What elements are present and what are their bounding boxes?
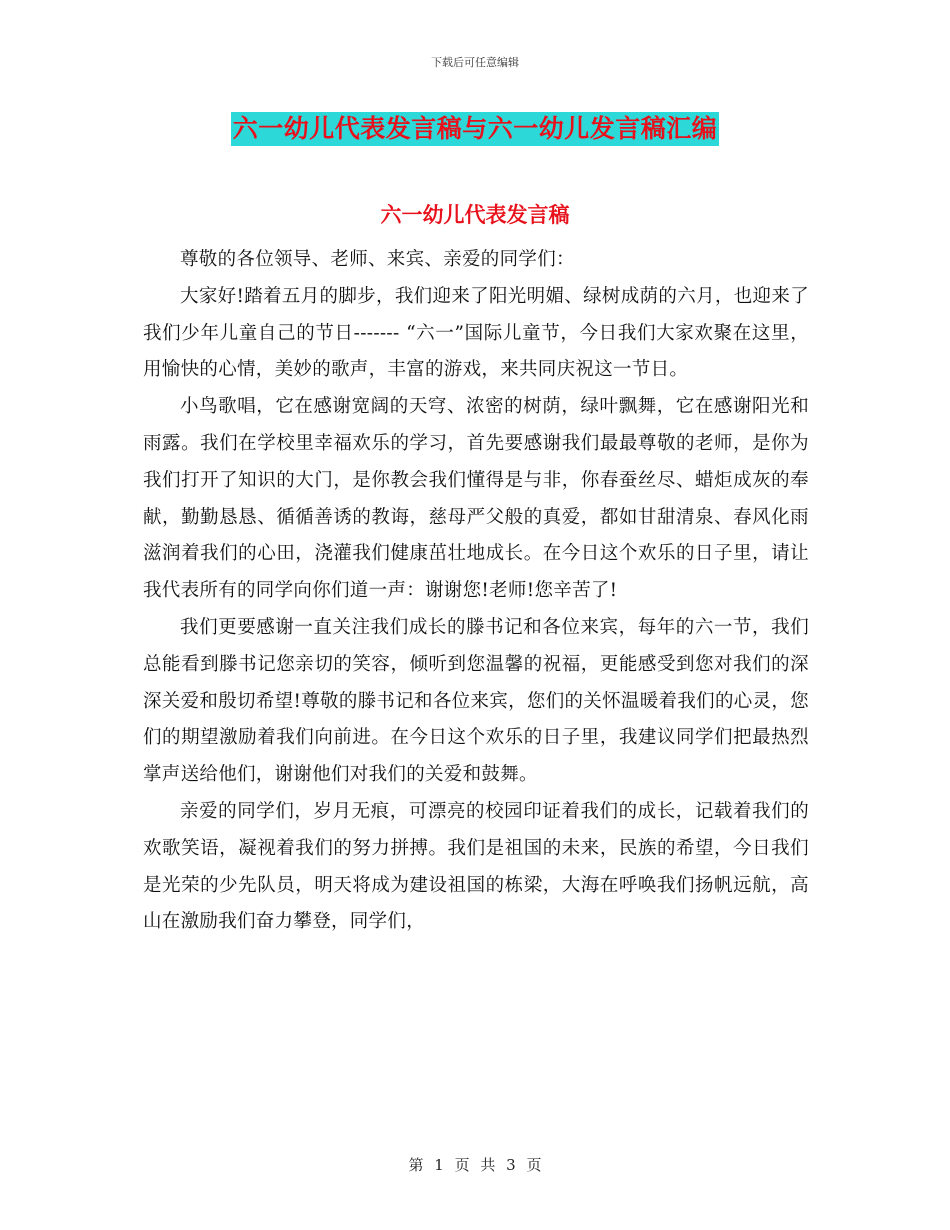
main-title-container <box>0 112 950 146</box>
paragraph-greeting: 尊敬的各位领导、老师、来宾、亲爱的同学们： <box>180 249 575 270</box>
main-title: 六一幼儿代表发言稿与六一幼儿发言稿汇编 <box>231 112 720 146</box>
paragraph-teachers: 小鸟歌唱，它在感谢宽阔的天穹、浓密的树荫，绿叶飘舞，它在感谢阳光和雨露。我们在学校里幸福欢乐的学习，首先要感谢我们最最尊敬的老师，是你为我们打开了知识的大门，是你教会我们懂得是与非，你春蚕丝尽、蜡炬成灰的奉献，勤勤恳恳、循循善诱的教诲，慈母严父般的真爱，都如甘甜清泉、春风化雨滋润着我们的心田，浇灌我们健康茁壮地成长。在今日这个欢乐的日子里，请让我代表所有的同学向你们道一声：谢谢您!老师!您辛苦了! <box>143 396 809 602</box>
speech-body <box>143 242 809 941</box>
page-number-footer: 第 1 页 共 3 页 <box>408 1156 542 1174</box>
paragraph-guests: 我们更要感谢一直关注我们成长的滕书记和各位来宾，每年的六一节，我们总能看到滕书记您亲切的笑容，倾听到您温馨的祝福，更能感受到您对我们的深深关爱和殷切希望!尊敬的滕书记和各位来宾，您们的关怀温暖着我们的心灵，您们的期望激励着我们向前进。在今日这个欢乐的日子里，我建议同学们把最热烈掌声送给他们，谢谢他们对我们的关爱和鼓舞。 <box>143 616 809 786</box>
paragraph-opening: 大家好!踏着五月的脚步，我们迎来了阳光明媚、绿树成荫的六月，也迎来了我们少年儿童自己的节日------- “六一”国际儿童节，今日我们大家欢聚在这里，用愉快的心情，美妙的歌声，丰富的游戏，来共同庆祝这一节日。 <box>143 285 809 381</box>
header-note: 下载后可任意编辑 <box>431 56 519 69</box>
section-title: 六一幼儿代表发言稿 <box>380 203 570 227</box>
paragraph-classmates: 亲爱的同学们，岁月无痕，可漂亮的校园印证着我们的成长，记载着我们的欢歌笑语，凝视着我们的努力拼搏。我们是祖国的未来，民族的希望，今日我们是光荣的少先队员，明天将成为建设祖国的栋梁，大海在呼唤我们扬帆远航，高山在激励我们奋力攀登，同学们， <box>143 800 809 933</box>
